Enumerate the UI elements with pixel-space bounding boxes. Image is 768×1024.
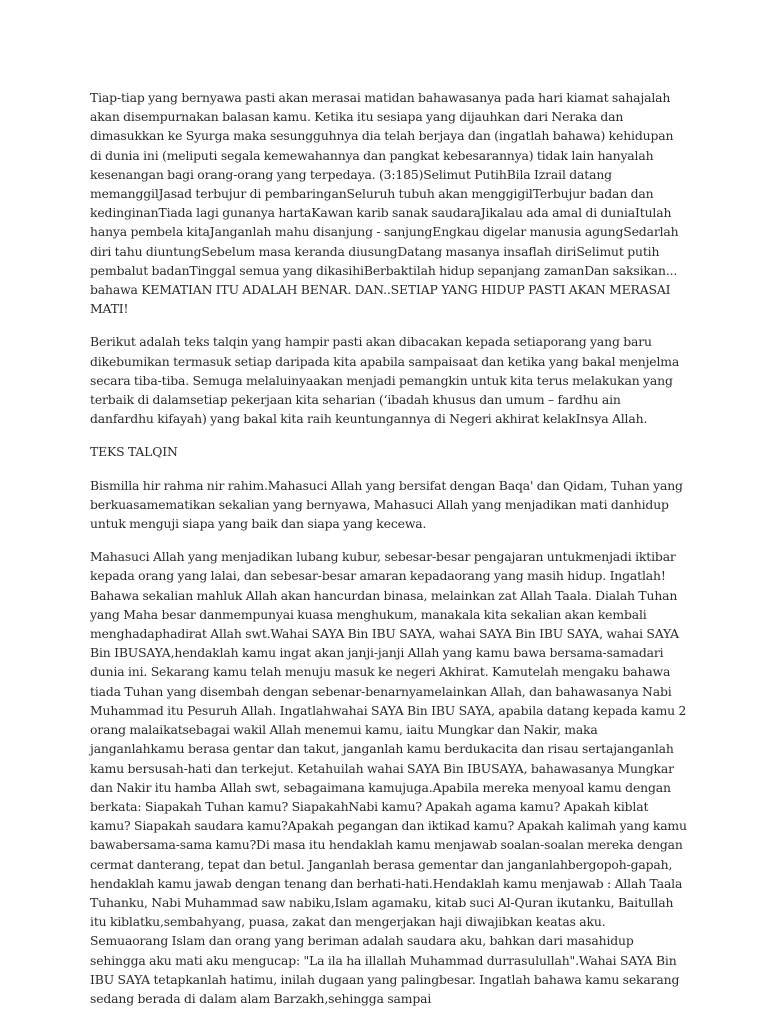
paragraph-bismillah: Bismilla hir rahma nir rahim.Mahasuci Allah yang bersifat dengan Baqa' dan Qidam, Tuhan yang berkuasamematikan sekalian yang bernyawa, Mahasuci Allah yang menjadikan mati danhidup untuk menguji siapa yang baik dan siapa yang kecewa.	[90, 477, 683, 532]
paragraph-mahasuci: Mahasuci Allah yang menjadikan lubang kubur, sebesar-besar pengajaran untukmenjadi iktibar kepada orang yang lalai, dan sebesar-besar amaran kepadaorang yang masih hidup. Ingatlah! Bahawa sekalian mahluk Allah akan hancurdan binasa, melainkan zat Allah Taala. Dialah Tuhan yang Maha besar danmempunyai kuasa menghukum, manakala kita sekalian akan kembali menghadaphadirat Allah swt.Wahai SAYA Bin IBU SAYA, wahai SAYA Bin IBU SAYA, wahai SAYA Bin IBUSAYA,hendaklah kamu ingat akan janji-janji Allah yang kamu bawa bersama-samadari dunia ini. Sekarang kamu telah menuju masuk ke negeri Akhirat. Kamutelah mengaku bahawa tiada Tuhan yang disembah dengan sebenar-benarnyamelainkan Allah, dan bahawasanya Nabi Muhammad itu Pesuruh Allah. Ingatlahwahai SAYA Bin IBU SAYA, apabila datang kepada kamu 2 orang malaikatsebagai wakil Allah menemui kamu, iaitu Mungkar dan Nakir, maka janganlahkamu berasa gentar dan takut, janganlah kamu berdukacita dan risau sertajanganlah kamu bersusah-hati dan terkejut. Ketahuilah wahai SAYA Bin IBUSAYA, bahawasanya Mungkar dan Nakir itu hamba Allah swt, sebagaimana kamujuga.Apabila mereka menyoal kamu dengan berkata: Siapakah Tuhan kamu? SiapakahNabi kamu? Apakah agama kamu? Apakah kiblat kamu? Siapakah saudara kamu?Apakah pegangan dan iktikad kamu? Apakah kalimah yang kamu bawabersama-sama kamu?Di masa itu hendaklah kamu menjawab soalan-soalan mereka dengan cermat danterang, tepat dan betul. Janganlah berasa gementar dan janganlahbergopoh-gapah, hendaklah kamu jawab dengan tenang dan berhati-hati.Hendaklah kamu menjawab : Allah Taala Tuhanku, Nabi Muhammad saw nabiku,Islam agamaku, kitab suci Al-Quran ikutanku, Baitullah itu kiblatku,sembahyang, puasa, zakat dan mengerjakan haji diwajibkan keatas aku. Semuaorang Islam dan orang yang beriman adalah saudara aku, bahkan dari masahidup sehingga aku mati aku mengucap: "La ila ha illallah Muhammad durrasulullah".Wahai SAYA Bin IBU SAYA tetapkanlah hatimu, inilah dugaan yang palingbesar. Ingatlah bahawa kamu sekarang sedang berada di dalam alam Barzakh,sehingga sampai	[90, 549, 687, 1006]
document-body	[90, 88, 687, 1022]
paragraph-talqin-intro: Berikut adalah teks talqin yang hampir pasti akan dibacakan kepada setiaporang yang baru dikebumikan termasuk setiap daripada kita apabila sampaisaat dan ketika yang bakal menjelma secara tiba-tiba. Semuga melaluinyaakan menjadi pemangkin untuk kita terus melakukan yang terbaik di dalamsetiap pekerjaan kita seharian (‘ibadah khusus dan umum – fardhu ain danfardhu kifayah) yang bakal kita raih keuntungannya di Negeri akhirat kelakInsya Allah.	[90, 334, 680, 427]
paragraph-intro-verse: Tiap-tiap yang bernyawa pasti akan merasai matidan bahawasanya pada hari kiamat sahajalah akan disempurnakan balasan kamu. Ketika itu sesiapa yang dijauhkan dari Neraka dan dimasukkan ke Syurga maka sesungguhnya dia telah berjaya dan (ingatlah bahawa) kehidupan di dunia ini (meliputi segala kemewahannya dan pangkat kebesarannya) tidak lain hanyalah kesenangan bagi orang-orang yang terpedaya. (3:185)Selimut PutihBila Izrail datang memanggilJasad terbujur di pembaringanSeluruh tubuh akan menggigilTerbujur badan dan kedinginanTiada lagi gunanya hartaKawan karib sanak saudaraJikalau ada amal di duniaItulah hanya pembela kitaJanganlah mahu disanjung - sanjungEngkau digelar manusia agungSedarlah diri tahu diuntungSebelum masa keranda diusungDatang masanya insaflah diriSelimut putih pembalut badanTinggal semua yang dikasihiBerbaktilah hidup sepanjang zamanDan saksikan... bahawa KEMATIAN ITU ADALAH BENAR. DAN..SETIAP YANG HIDUP PASTI AKAN MERASAI MATI!	[90, 90, 679, 317]
section-heading-teks-talqin: TEKS TALQIN	[90, 444, 178, 460]
